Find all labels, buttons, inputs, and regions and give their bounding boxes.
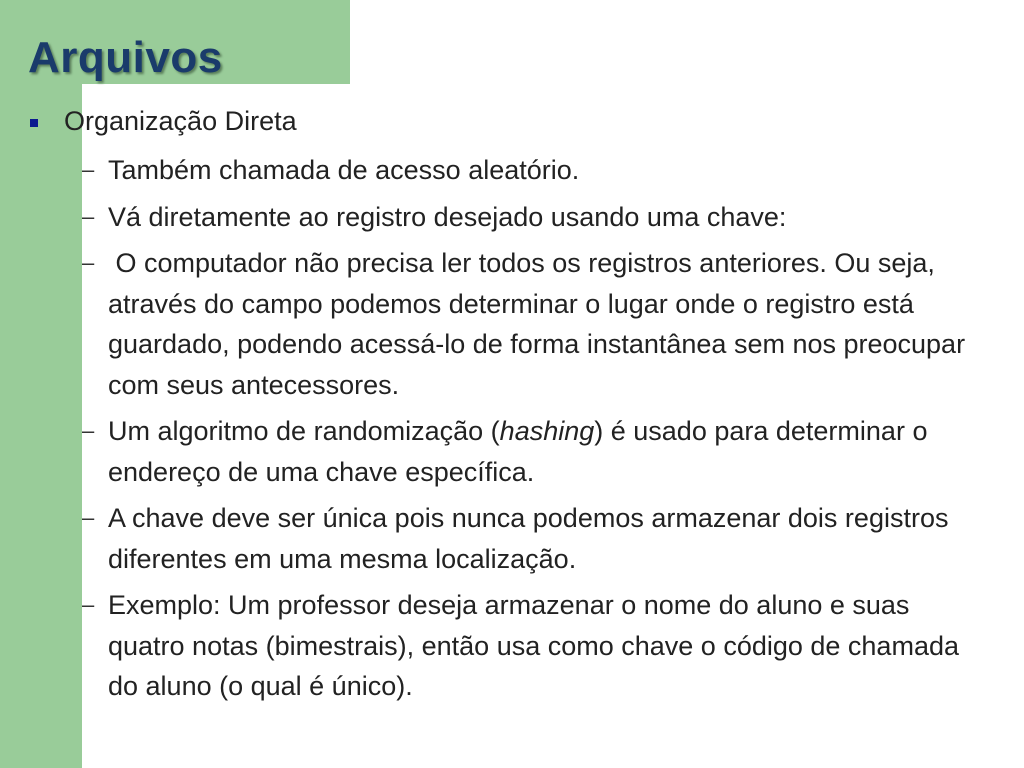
list-item-text: O computador não precisa ler todos os registros anteriores. Ou seja, através do campo podemos determinar o lugar onde o registro está guardado, podendo acessá-lo de forma instantânea sem nos preocupar com seus antecessores.: [108, 248, 973, 400]
main-bullet-text: Organização Direta: [64, 106, 297, 136]
dash-bullet-icon: –: [82, 157, 95, 182]
list-item-text: Vá diretamente ao registro desejado usando uma chave:: [108, 201, 787, 232]
list-item: [82, 197, 982, 238]
dash-bullet-icon: –: [82, 418, 95, 443]
list-item-text-before: Um algoritmo de randomização (: [108, 416, 500, 446]
main-bullet: [30, 104, 297, 138]
list-item: [82, 243, 982, 405]
list-item-text-after: ) é usado para determinar o endereço de uma chave específica.: [108, 416, 928, 487]
list-item-text: Também chamada de acesso aleatório.: [108, 155, 580, 185]
list-item: [82, 498, 982, 579]
list-item: [82, 411, 982, 492]
slide-title: Arquivos: [28, 33, 223, 82]
square-bullet-icon: [30, 119, 38, 127]
list-item: [82, 150, 982, 191]
list-item-text: Exemplo: Um professor deseja armazenar o nome do aluno e suas quatro notas (bimestrais), então usa como chave o código de chamada do aluno (o qual é único).: [108, 590, 959, 701]
list-item-text: A chave deve ser única pois nunca podemos armazenar dois registros diferentes em uma mesma localização.: [108, 503, 949, 574]
dash-bullet-icon: –: [82, 250, 95, 275]
dash-bullet-icon: –: [82, 203, 95, 229]
sub-bullet-list: [82, 150, 982, 713]
list-item: [82, 585, 982, 707]
dash-bullet-icon: –: [82, 592, 95, 617]
hashing-term: hashing: [499, 416, 595, 446]
dash-bullet-icon: –: [82, 505, 95, 530]
